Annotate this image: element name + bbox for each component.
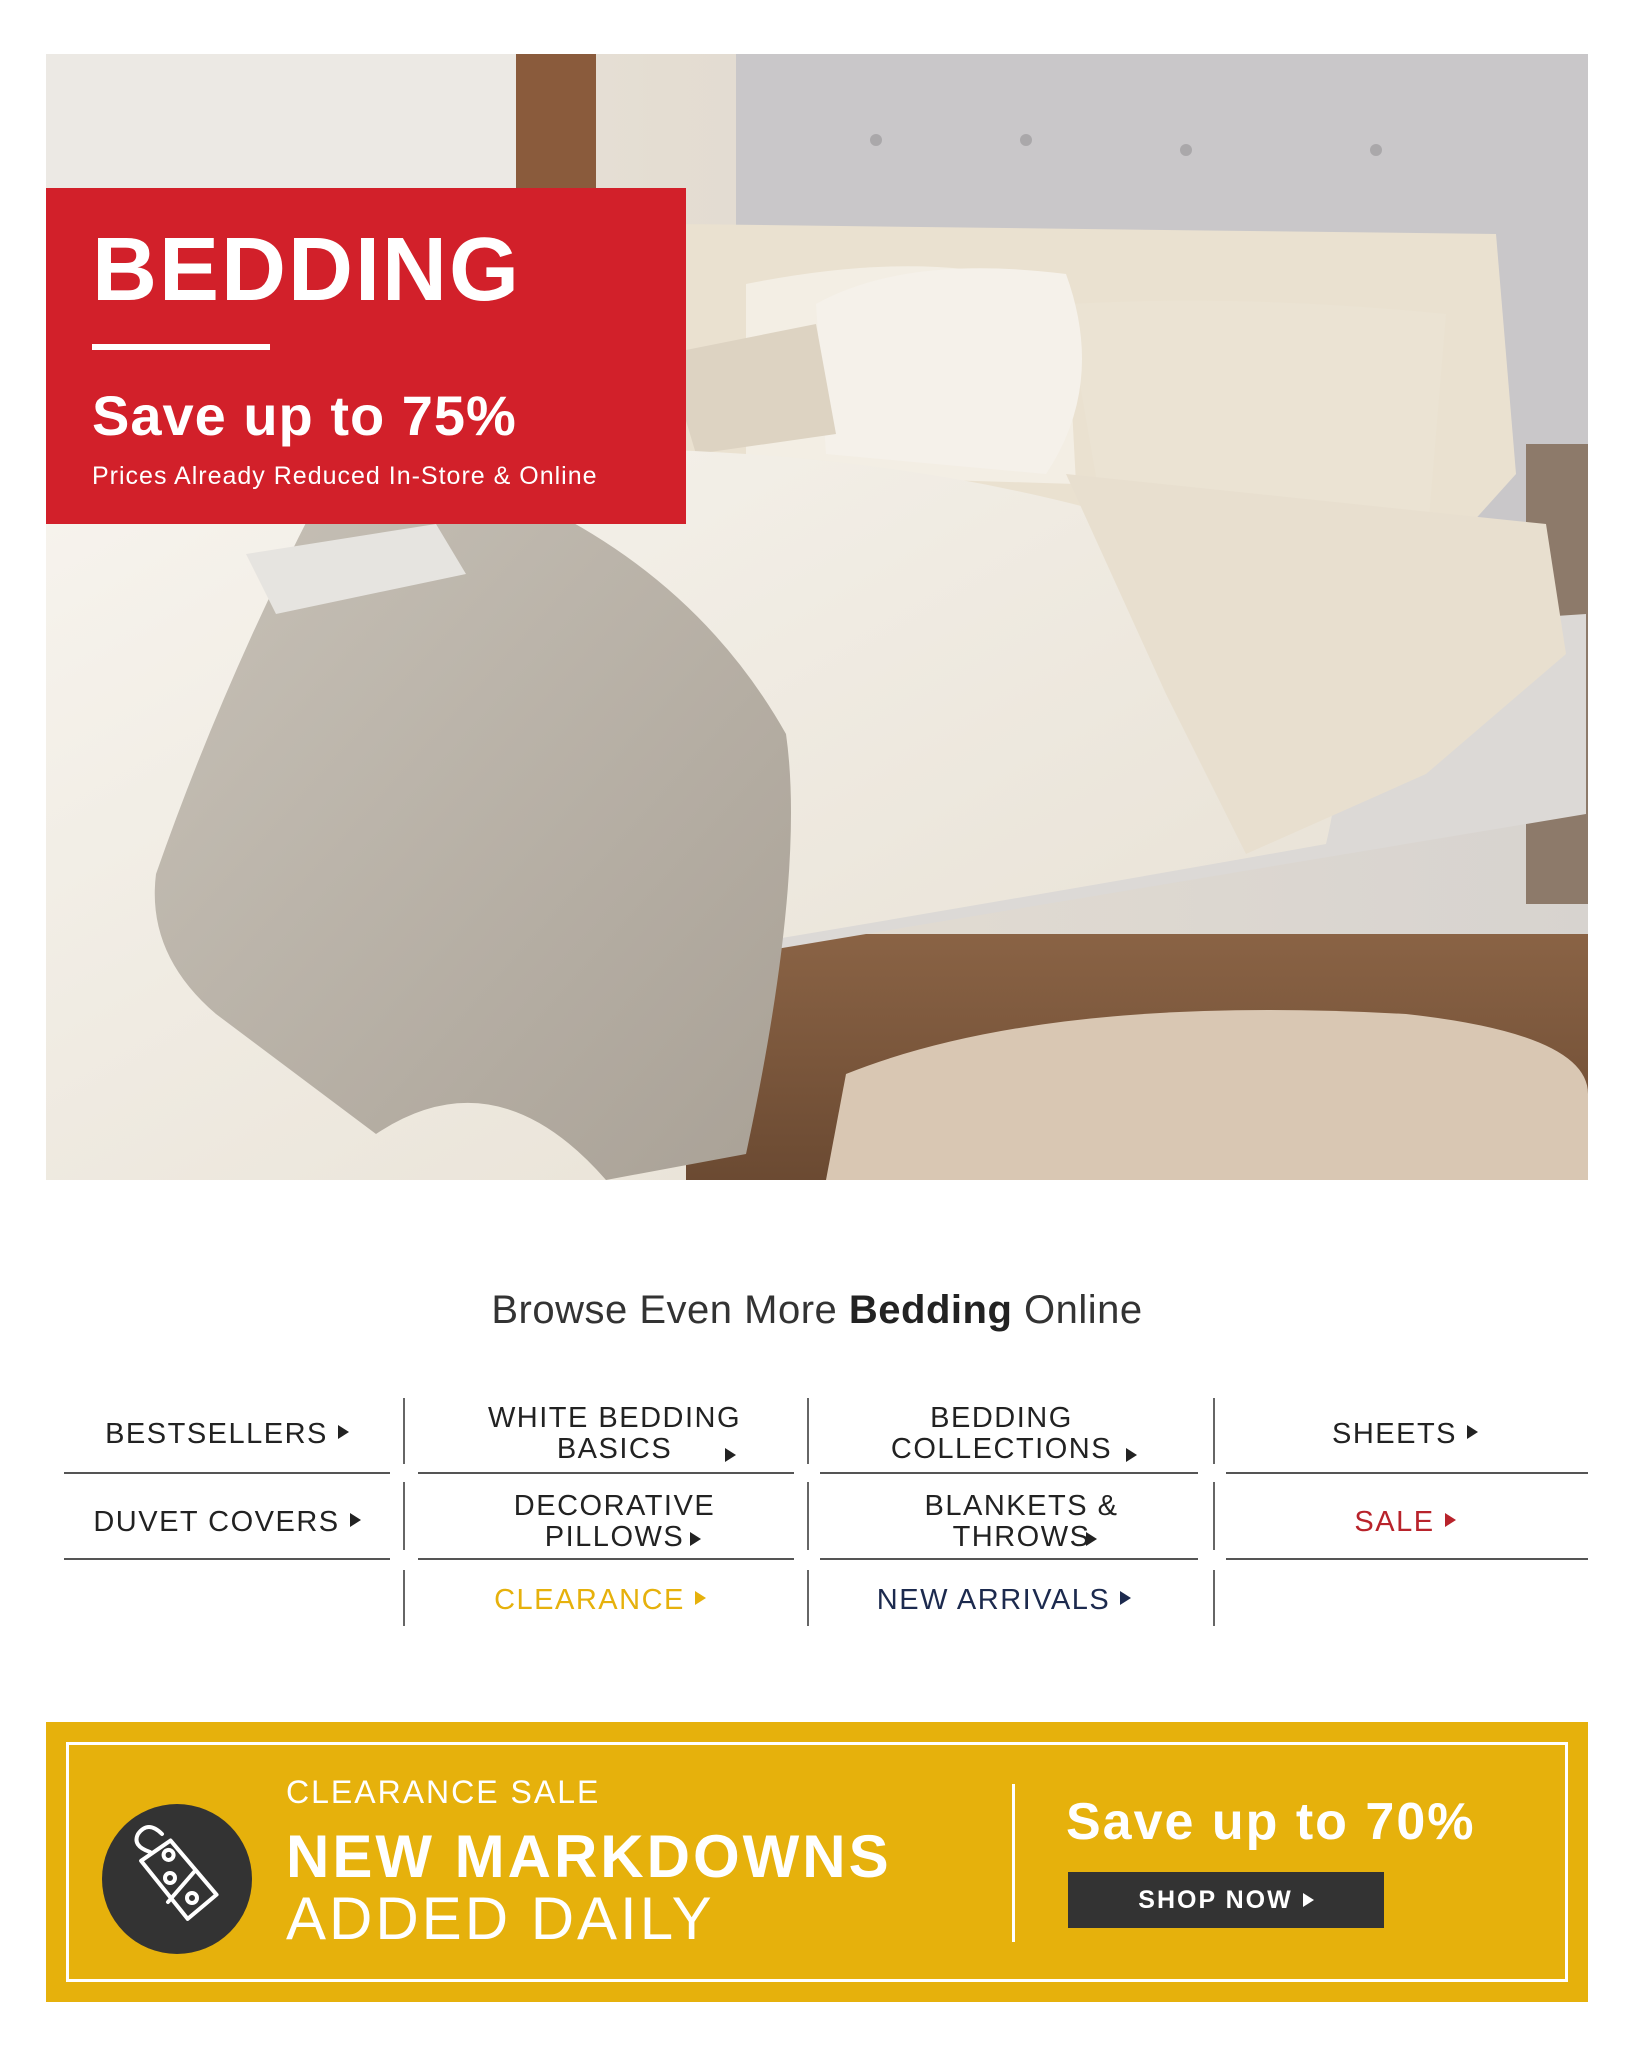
banner-headline-1: NEW MARKDOWNS — [286, 1823, 892, 1890]
arrow-right-icon — [1086, 1532, 1097, 1546]
arrow-right-icon — [1445, 1513, 1456, 1527]
divider — [1226, 1558, 1588, 1560]
link-duvet-covers-label: DUVET COVERS — [93, 1505, 340, 1538]
link-bestsellers-label: BESTSELLERS — [105, 1417, 328, 1450]
divider — [807, 1398, 809, 1464]
price-tag-percent-icon — [102, 1804, 252, 1954]
link-blankets-throws[interactable] — [816, 1482, 1192, 1562]
arrow-right-icon — [1303, 1893, 1314, 1907]
link-sheets[interactable] — [1222, 1390, 1588, 1478]
link-sheets-label: SHEETS — [1331, 1417, 1458, 1450]
arrow-right-icon — [725, 1448, 736, 1462]
link-new-arrivals-label: NEW ARRIVALS — [876, 1583, 1111, 1616]
arrow-right-icon — [690, 1532, 701, 1546]
link-sale-label: SALE — [1354, 1505, 1435, 1538]
browse-heading — [0, 1288, 1634, 1333]
divider — [403, 1570, 405, 1626]
divider — [418, 1472, 794, 1474]
link-decorative-pillows-label: DECORATIVE PILLOWS — [513, 1490, 716, 1553]
link-decorative-pillows[interactable] — [412, 1482, 788, 1562]
arrow-right-icon — [1120, 1591, 1131, 1605]
link-clearance[interactable] — [412, 1566, 788, 1634]
shop-now-button[interactable] — [1068, 1872, 1384, 1928]
banner-divider — [1012, 1784, 1015, 1942]
banner-headline-2: ADDED DAILY — [286, 1885, 715, 1952]
link-sale[interactable] — [1222, 1482, 1588, 1562]
promo-save-text: Save up to 75% — [92, 384, 517, 447]
browse-heading-emphasis: Bedding — [848, 1288, 1013, 1332]
arrow-right-icon — [1467, 1425, 1478, 1439]
divider — [418, 1558, 794, 1560]
divider — [64, 1558, 390, 1560]
link-duvet-covers[interactable] — [64, 1482, 390, 1562]
arrow-right-icon — [350, 1513, 361, 1527]
promo-subtitle: Prices Already Reduced In-Store & Online — [92, 462, 598, 490]
banner-save-text: Save up to 70% — [1066, 1793, 1476, 1851]
arrow-right-icon — [338, 1425, 349, 1439]
divider — [1213, 1482, 1215, 1550]
link-bedding-collections-label: BEDDING COLLECTIONS — [890, 1402, 1113, 1465]
divider — [1213, 1398, 1215, 1464]
divider — [807, 1482, 809, 1550]
link-blankets-throws-label: BLANKETS & THROWS — [924, 1490, 1119, 1553]
browse-heading-prefix: Browse Even More — [491, 1288, 849, 1332]
link-new-arrivals[interactable] — [816, 1566, 1192, 1634]
browse-heading-suffix: Online — [1012, 1288, 1143, 1332]
bedding-promo-panel — [46, 188, 686, 524]
promo-divider — [92, 344, 270, 350]
divider — [820, 1472, 1198, 1474]
divider — [64, 1472, 390, 1474]
arrow-right-icon — [695, 1591, 706, 1605]
divider — [807, 1570, 809, 1626]
clearance-banner[interactable] — [46, 1722, 1588, 2002]
link-bedding-collections[interactable] — [816, 1390, 1192, 1478]
banner-eyebrow: CLEARANCE SALE — [286, 1774, 601, 1810]
divider — [820, 1558, 1198, 1560]
link-bestsellers[interactable] — [64, 1390, 390, 1478]
link-white-bedding-basics-label: WHITE BEDDING BASICS — [487, 1402, 742, 1465]
link-white-bedding-basics[interactable] — [412, 1390, 788, 1478]
hero-banner[interactable] — [46, 54, 1588, 1180]
divider — [1226, 1472, 1588, 1474]
arrow-right-icon — [1126, 1448, 1137, 1462]
divider — [403, 1398, 405, 1464]
link-clearance-label: CLEARANCE — [494, 1583, 685, 1616]
promo-title: BEDDING — [92, 220, 522, 320]
divider — [403, 1482, 405, 1550]
divider — [1213, 1570, 1215, 1626]
shop-now-label: SHOP NOW — [1138, 1885, 1293, 1914]
